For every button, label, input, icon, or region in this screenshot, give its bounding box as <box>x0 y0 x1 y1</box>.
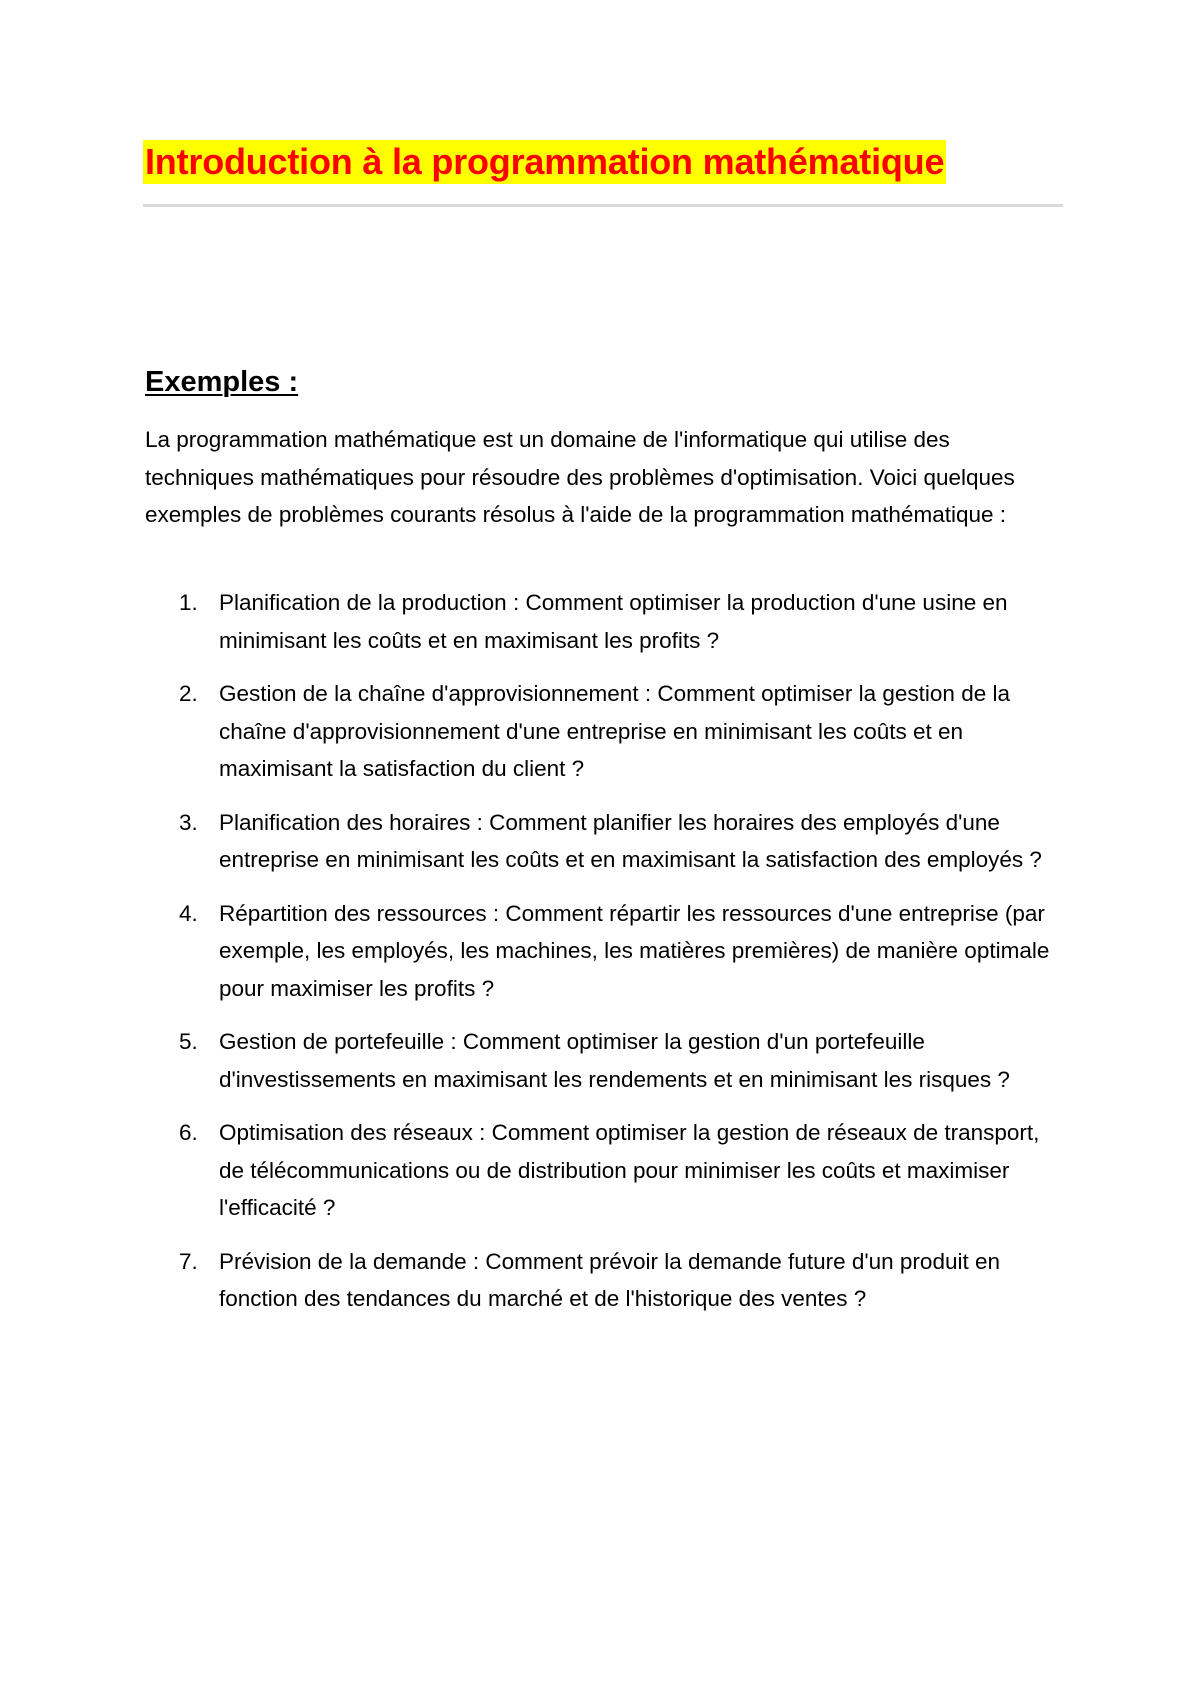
example-number: 4. <box>179 900 198 926</box>
intro-paragraph: La programmation mathématique est un domaine de l'informatique qui utilise des techniques mathématiques pour résoudre des problèmes d'optimisation. Voici quelques exemples de problèmes courants résolus à l'aide de la programmation mathématique : <box>145 427 1015 527</box>
example-text: Répartition des ressources : Comment répartir les ressources d'une entreprise (par exemple, les employés, les machines, les matières premières) de manière optimale pour maximiser les profits ? <box>219 900 1050 1001</box>
example-number: 6. <box>179 1120 198 1145</box>
example-text: Gestion de la chaîne d'approvisionnement : Comment optimiser la gestion de la chaîne d'approvisionnement d'une entreprise en minimisant les coûts et en maximisant la satisfaction du client ? <box>219 681 1010 781</box>
document-title: Introduction à la programmation mathématique <box>145 141 945 182</box>
example-list-item-3 <box>145 804 1065 879</box>
example-number: 3. <box>179 809 198 835</box>
title-divider <box>143 204 1063 207</box>
example-number: 5. <box>179 1029 198 1054</box>
example-number: 2. <box>179 681 198 706</box>
example-list-item-4 <box>145 895 1065 1008</box>
example-text: Optimisation des réseaux : Comment optimiser la gestion de réseaux de transport, de télécommunications ou de distribution pour minimiser les coûts et maximiser l'efficacité ? <box>219 1120 1040 1220</box>
example-list-item-6 <box>145 1114 1065 1227</box>
example-number: 1. <box>179 590 198 615</box>
example-list-item-5 <box>145 1023 1065 1098</box>
example-number: 7. <box>179 1248 198 1274</box>
example-list-item-7 <box>145 1243 1065 1318</box>
title-container <box>143 140 1063 184</box>
section-heading-examples: Exemples : <box>145 366 299 398</box>
examples-list <box>145 584 1065 1334</box>
example-text: Gestion de portefeuille : Comment optimiser la gestion d'un portefeuille d'investissements en maximisant les rendements et en minimisant les risques ? <box>219 1029 1010 1092</box>
example-list-item-1 <box>145 584 1065 659</box>
example-list-item-2 <box>145 675 1065 788</box>
example-text: Planification de la production : Comment optimiser la production d'une usine en minimisant les coûts et en maximisant les profits ? <box>219 590 1008 653</box>
example-text: Planification des horaires : Comment planifier les horaires des employés d'une entreprise en minimisant les coûts et en maximisant la satisfaction des employés ? <box>219 809 1042 872</box>
example-text: Prévision de la demande : Comment prévoir la demande future d'un produit en fonction des tendances du marché et de l'historique des ventes ? <box>219 1248 1000 1311</box>
